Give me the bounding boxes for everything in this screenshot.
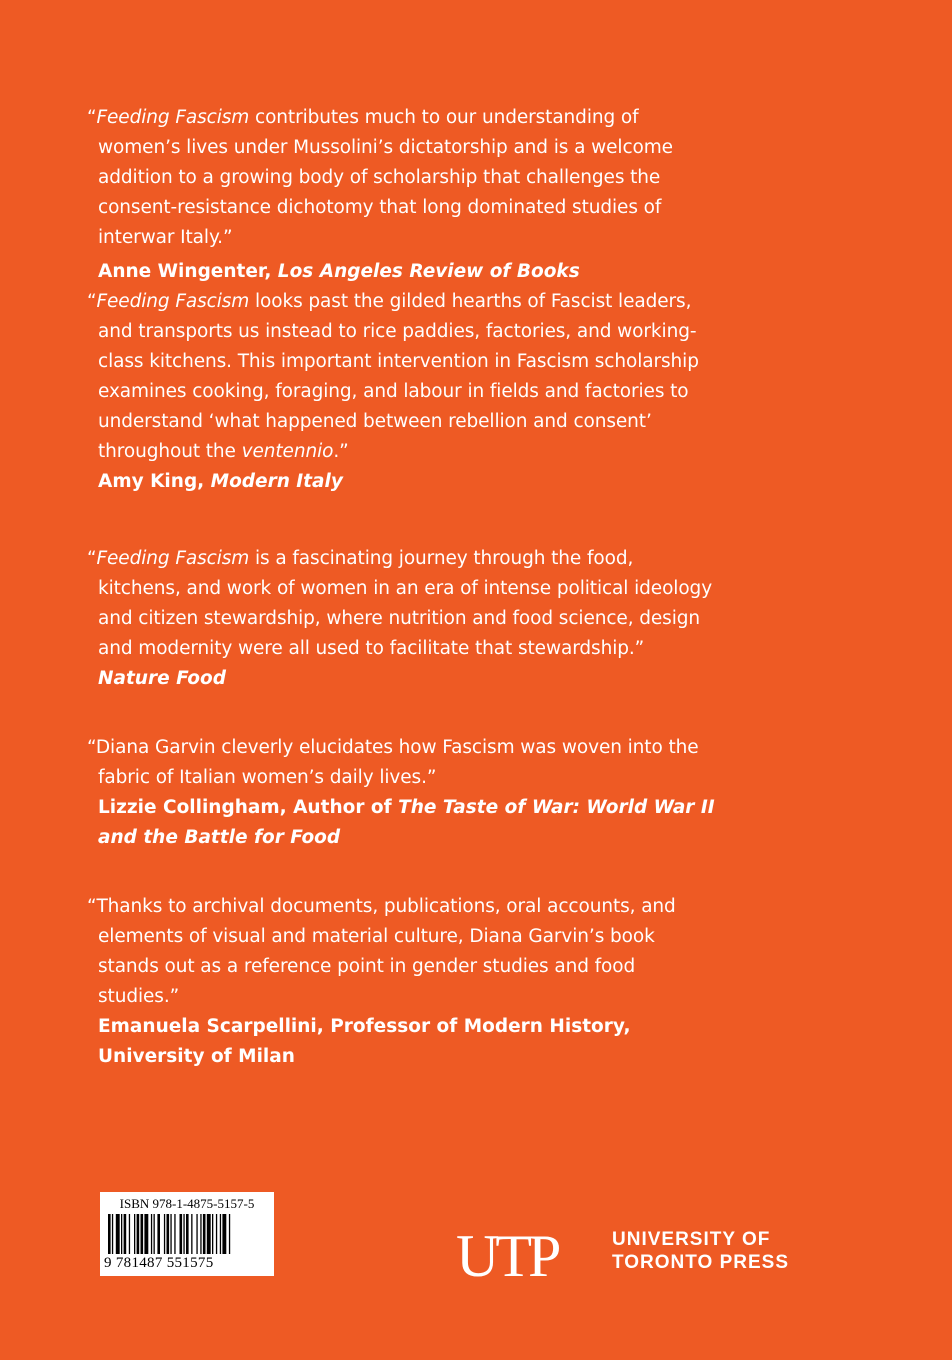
utp-logo: UTP xyxy=(456,1223,558,1289)
barcode-bar xyxy=(207,1214,211,1254)
isbn-barcode xyxy=(100,1192,274,1276)
barcode-bar xyxy=(170,1214,171,1254)
blurb-attribution: Lizzie Collingham, Author of The Taste of War: World War II and the Battle for Food xyxy=(98,797,715,848)
blurb-text: “Feeding Fascism is a fascinating journey through the food, kitchens, and work of women in an era of intense political ideology and citizen stewardship, where nutrition and food science, design and modernity were all used to facilitate that stewardship.” xyxy=(87,548,713,659)
blurb-text: “Thanks to archival documents, publications, oral accounts, and elements of visual and material culture, Diana Garvin’s book stands out as a reference point in gender studies and food studies.” xyxy=(87,896,676,1007)
blurb-collingham xyxy=(87,733,718,853)
blurb-attribution: Nature Food xyxy=(98,668,226,689)
blurb-attribution: Amy King, Modern Italy xyxy=(98,471,343,492)
barcode-digits: 9 781487 551575 xyxy=(104,1255,214,1271)
barcode-bar xyxy=(222,1214,226,1254)
barcode-bar xyxy=(216,1214,217,1254)
blurb-king xyxy=(87,287,718,497)
blurb-scarpellini xyxy=(87,892,718,1072)
barcode-bar xyxy=(167,1214,170,1254)
blurb-attribution-line-2: University of Milan xyxy=(98,1046,295,1067)
publisher-name-line-1: UNIVERSITY OF xyxy=(612,1229,771,1250)
blurb-nature-food xyxy=(87,544,718,694)
barcode-bar xyxy=(134,1214,135,1254)
publisher-name xyxy=(612,1228,789,1274)
barcode-bar xyxy=(112,1214,113,1254)
barcode-bar xyxy=(196,1214,197,1254)
blurb-text: “Diana Garvin cleverly elucidates how Fascism was woven into the fabric of Italian women’s daily lives.” xyxy=(87,737,699,788)
blurb-attribution: Anne Wingenter, Los Angeles Review of Books xyxy=(98,261,580,282)
blurb-text: “Feeding Fascism looks past the gilded hearths of Fascist leaders, and transports us instead to rice paddies, factories, and working-class kitchens. This important intervention in Fascism scholarship examines cooking, foraging, and labour in fields and factories to understand ‘what happened between rebellion and consent’ throughout the ventennio.” xyxy=(87,291,699,462)
barcode-bar xyxy=(121,1214,122,1254)
barcode-bar xyxy=(229,1214,230,1254)
barcode-bar xyxy=(154,1214,155,1254)
barcode-bar xyxy=(116,1214,120,1254)
barcode-bar xyxy=(124,1214,127,1254)
isbn-label: ISBN 978-1-4875-5157-5 xyxy=(119,1196,255,1211)
barcode-bar xyxy=(151,1214,152,1254)
blurb-text: “Feeding Fascism contributes much to our understanding of women’s lives under Mussolini’s dictatorship and is a welcome addition to a growing body of scholarship that challenges the consent-resistance dichotomy that long dominated studies of interwar Italy.” xyxy=(87,107,673,248)
barcode-bar xyxy=(137,1214,140,1254)
barcode-bar xyxy=(174,1214,175,1254)
blurb-attribution-line-1: Emanuela Scarpellini, Professor of Modern History, xyxy=(98,1016,631,1037)
barcode-bar xyxy=(129,1214,130,1254)
barcode-bar xyxy=(183,1214,184,1254)
barcode-bar xyxy=(180,1214,183,1254)
barcode-bars xyxy=(108,1214,266,1254)
barcode-bar xyxy=(191,1214,192,1254)
barcode-bar xyxy=(141,1214,144,1254)
barcode-bar xyxy=(186,1214,189,1254)
barcode-bar xyxy=(157,1214,160,1254)
barcode-bar xyxy=(203,1214,206,1254)
barcode-bar xyxy=(164,1214,165,1254)
barcode-bar xyxy=(108,1214,111,1254)
barcode-bar xyxy=(220,1214,221,1254)
barcode-bar xyxy=(144,1214,148,1254)
blurb-wingenter xyxy=(87,103,718,287)
barcode-bar xyxy=(200,1214,201,1254)
publisher-name-line-2: TORONTO PRESS xyxy=(612,1252,789,1273)
barcode-bar xyxy=(212,1214,213,1254)
